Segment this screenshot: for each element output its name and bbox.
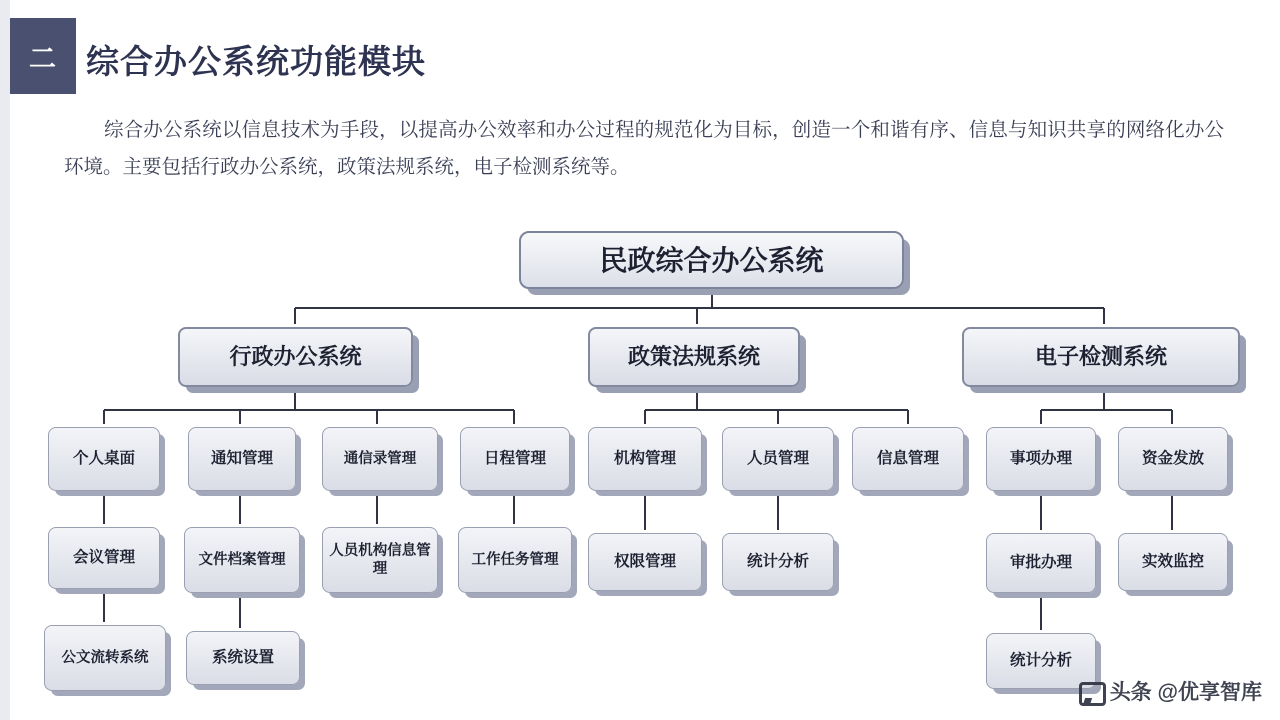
- node-root[interactable]: [519, 231, 904, 289]
- page-title: 综合办公系统功能模块: [86, 43, 426, 80]
- watermark: [1077, 676, 1262, 706]
- node-information-management[interactable]: [852, 427, 964, 491]
- node-label: 日程管理: [483, 450, 546, 468]
- node-contacts-management[interactable]: [322, 427, 438, 491]
- watermark-label: 头条 @优享智库: [1109, 681, 1262, 704]
- node-label: 机构管理: [613, 450, 676, 468]
- node-label: 资金发放: [1141, 450, 1204, 468]
- node-matter-handling[interactable]: [986, 427, 1096, 491]
- node-branch-electronic[interactable]: [962, 327, 1240, 387]
- node-label: 行政办公系统: [229, 344, 362, 370]
- node-label: 工作任务管理: [471, 551, 559, 568]
- node-organization-management[interactable]: [588, 427, 702, 491]
- watermark-logo-icon: [1077, 678, 1103, 704]
- node-label: 统计分析: [1009, 652, 1072, 670]
- node-fund-distribution[interactable]: [1118, 427, 1228, 491]
- node-label: 民政综合办公系统: [599, 244, 824, 276]
- node-work-task-management[interactable]: [458, 527, 572, 593]
- node-branch-policy[interactable]: [588, 327, 800, 387]
- node-branch-administrative[interactable]: [178, 327, 413, 387]
- node-label: 公文流转系统: [61, 649, 149, 666]
- node-statistical-analysis-policy[interactable]: [722, 533, 834, 591]
- node-system-settings[interactable]: [186, 631, 300, 685]
- node-permission-management[interactable]: [588, 533, 702, 591]
- node-label: 政策法规系统: [627, 344, 760, 370]
- node-label: 电子检测系统: [1034, 344, 1167, 370]
- node-effectiveness-monitoring[interactable]: [1118, 533, 1228, 591]
- section-number-label: 二: [29, 43, 57, 74]
- node-label: 统计分析: [746, 553, 809, 571]
- node-file-archive-management[interactable]: [184, 527, 300, 593]
- node-label: 实效监控: [1141, 553, 1204, 571]
- node-label: 系统设置: [211, 649, 274, 667]
- node-staff-organization-info[interactable]: [322, 527, 438, 593]
- node-personal-desktop[interactable]: [48, 427, 160, 491]
- node-label: 会议管理: [72, 549, 135, 567]
- node-notice-management[interactable]: [188, 427, 296, 491]
- node-label: 文件档案管理: [198, 551, 286, 568]
- node-document-circulation-system[interactable]: [44, 625, 166, 691]
- node-label: 个人桌面: [72, 450, 135, 468]
- node-label: 通知管理: [210, 450, 273, 468]
- node-label: 通信录管理: [343, 450, 417, 467]
- node-schedule-management[interactable]: [460, 427, 570, 491]
- node-personnel-management[interactable]: [722, 427, 834, 491]
- node-meeting-management[interactable]: [48, 527, 160, 589]
- node-label: 人员管理: [746, 450, 809, 468]
- node-label: 人员机构信息管理: [329, 542, 431, 577]
- node-label: 信息管理: [876, 450, 939, 468]
- node-label: 事项办理: [1009, 450, 1072, 468]
- intro-paragraph: 综合办公系统以信息技术为手段，以提高办公效率和办公过程的规范化为目标，创造一个和谐有序、信息与知识共享的网络化办公环境。主要包括行政办公系统，政策法规系统，电子检测系统等。: [64, 119, 1224, 178]
- node-label: 权限管理: [613, 553, 676, 571]
- node-label: 审批办理: [1009, 554, 1072, 572]
- node-approval-handling[interactable]: [986, 533, 1096, 593]
